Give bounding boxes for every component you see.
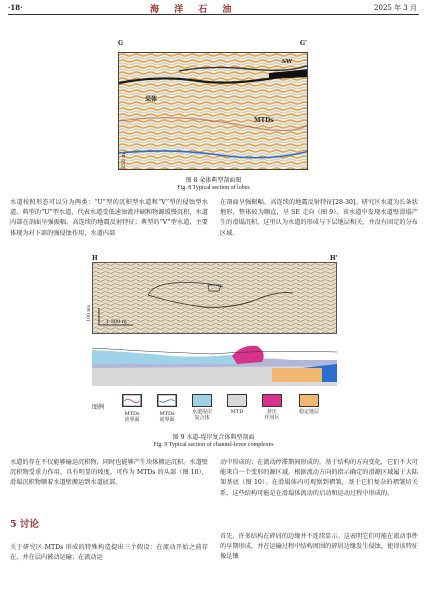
legend-swatch-mtds-bottom (157, 394, 177, 407)
body-text-right-1: 在剖面呈强振幅、高连续的地震反射特征[28-30]。研究区水道为长条状地形，整体较为顺直，呈 SE 走向（图 9）。该水道中发现水道壁滑塌产生的滑塌沉积，这里认为水道的形成与下层地层相关，并没有固定的分布区域。 (220, 199, 418, 237)
legend-swatch-channel-levee (192, 394, 212, 407)
legend-title: 图例 (92, 404, 105, 411)
body-text-left-2: 水道的存在不仅能够输运沉积物，同时也能够产生块体搬运沉积。水道壁沉积物受重力作用，具有明显的坡度，可作为 MTDs 的头部（图 10），滑塌沉积物顺着水道壁搬运到水道底部。 (10, 459, 208, 487)
figure9-scale-x: 1 500 m (106, 319, 127, 325)
figure9-label-h: H (92, 255, 98, 262)
legend-item-mtds-bottom (152, 394, 182, 423)
legend-item-mtd (222, 394, 252, 415)
legend-item-mtds-top (117, 394, 147, 423)
figure8-caption-en: Fig. 8 Typical section of lobes (177, 185, 250, 191)
figure9-interpretation-svg (92, 338, 337, 386)
legend-label-mtds-bottom: MTDs 底界面 (159, 411, 175, 423)
legend-item-stable-strata (292, 394, 326, 415)
legend-item-compression (257, 394, 287, 421)
figure9-seismic-image (92, 262, 337, 334)
legend-label-stable-strata: 稳定地层 (298, 409, 319, 415)
section-heading-discussion: 5 讨论 (10, 519, 39, 530)
legend-swatch-mtd (227, 394, 247, 407)
body-text-right-2: 动中形成的；在流动停滞期间形成的。基于结构的方向变化，它们不大可能来自一个变形的源区域，根据流动方向的指示确定的滑源区域属于大陆架基底（图 10）。在滑塌体内可观察到褶皱，基于它们复杂的褶皱切关系，这些结构可能是在滑塌体流动的启动和运动过程中形成的。 (220, 459, 418, 497)
figure9-scale-y: 100 ms (87, 305, 92, 322)
figure9-caption-en: Fig. 9 Typical section of channel-levee complexes (153, 442, 274, 448)
figure8-caption-cn: 图 8 朵体典型剖面图 (185, 177, 242, 184)
issue-date: 2025 年 3 月 (374, 4, 417, 12)
legend-label-mtd: MTD (230, 409, 244, 415)
figure8-lobe-label: 朵体 (145, 96, 158, 103)
body-text-right-3: 首先，许多结构在碎屑的边缘并不连续显示。这表明它们可能在流动事件的早期形成，并在运输过程中结构周围的碎屑边缘发生侵蚀，使得该特征像是镶 (220, 533, 418, 561)
figure8-mtds-label: MTDs (254, 117, 274, 124)
figure8-label-g-prime: G' (300, 40, 307, 47)
legend-label-compression: 挤压 作用区 (264, 409, 280, 421)
legend-swatch-compression (262, 394, 282, 407)
legend-label-mtds-top: MTDs 顶界面 (124, 411, 140, 423)
journal-title: 海 洋 石 油 (150, 5, 238, 15)
figure9-legend (92, 388, 337, 430)
body-text-left-3: 关于研究区 MTDs 形成的特殊构造提出三个假设：在流动开始之前存在，并在层内被动运输；在流动运 (10, 544, 208, 562)
figure8-sw-label: SW (282, 59, 293, 65)
body-text-left-1: 水道按照形态可以分为两类：“U”型的沉积型水道和“V”型的侵蚀型水道。典型的“U”型水道，代表水道受低速浊流冲刷和物源缓慢沉积，水道内部在剖面呈强振幅、高连续的地震反射特征；典型的“V”型水道，主要体现为对下部的强侵蚀作用，水道内部 (10, 199, 208, 237)
header-divider (8, 14, 419, 15)
legend-swatch-mtds-top (122, 394, 142, 407)
figure9-interpretation (92, 338, 337, 386)
figure8-seismic-svg (119, 53, 308, 170)
page-number: ·18· (8, 3, 23, 12)
figure9-label-h-prime: H' (330, 255, 338, 262)
figure8-seismic-image (118, 52, 308, 170)
legend-swatch-stable-strata (299, 394, 319, 407)
figure8-label-g: G (118, 40, 124, 47)
figure9-seismic-svg (93, 263, 337, 334)
figure9-caption-cn: 图 9 水道-堤岸复合体典型剖面 (172, 434, 255, 441)
legend-item-channel-levee (187, 394, 217, 421)
legend-label-channel-levee: 水道堤岸 复合体 (191, 409, 212, 421)
figure8-scale: 250 m (121, 153, 127, 169)
